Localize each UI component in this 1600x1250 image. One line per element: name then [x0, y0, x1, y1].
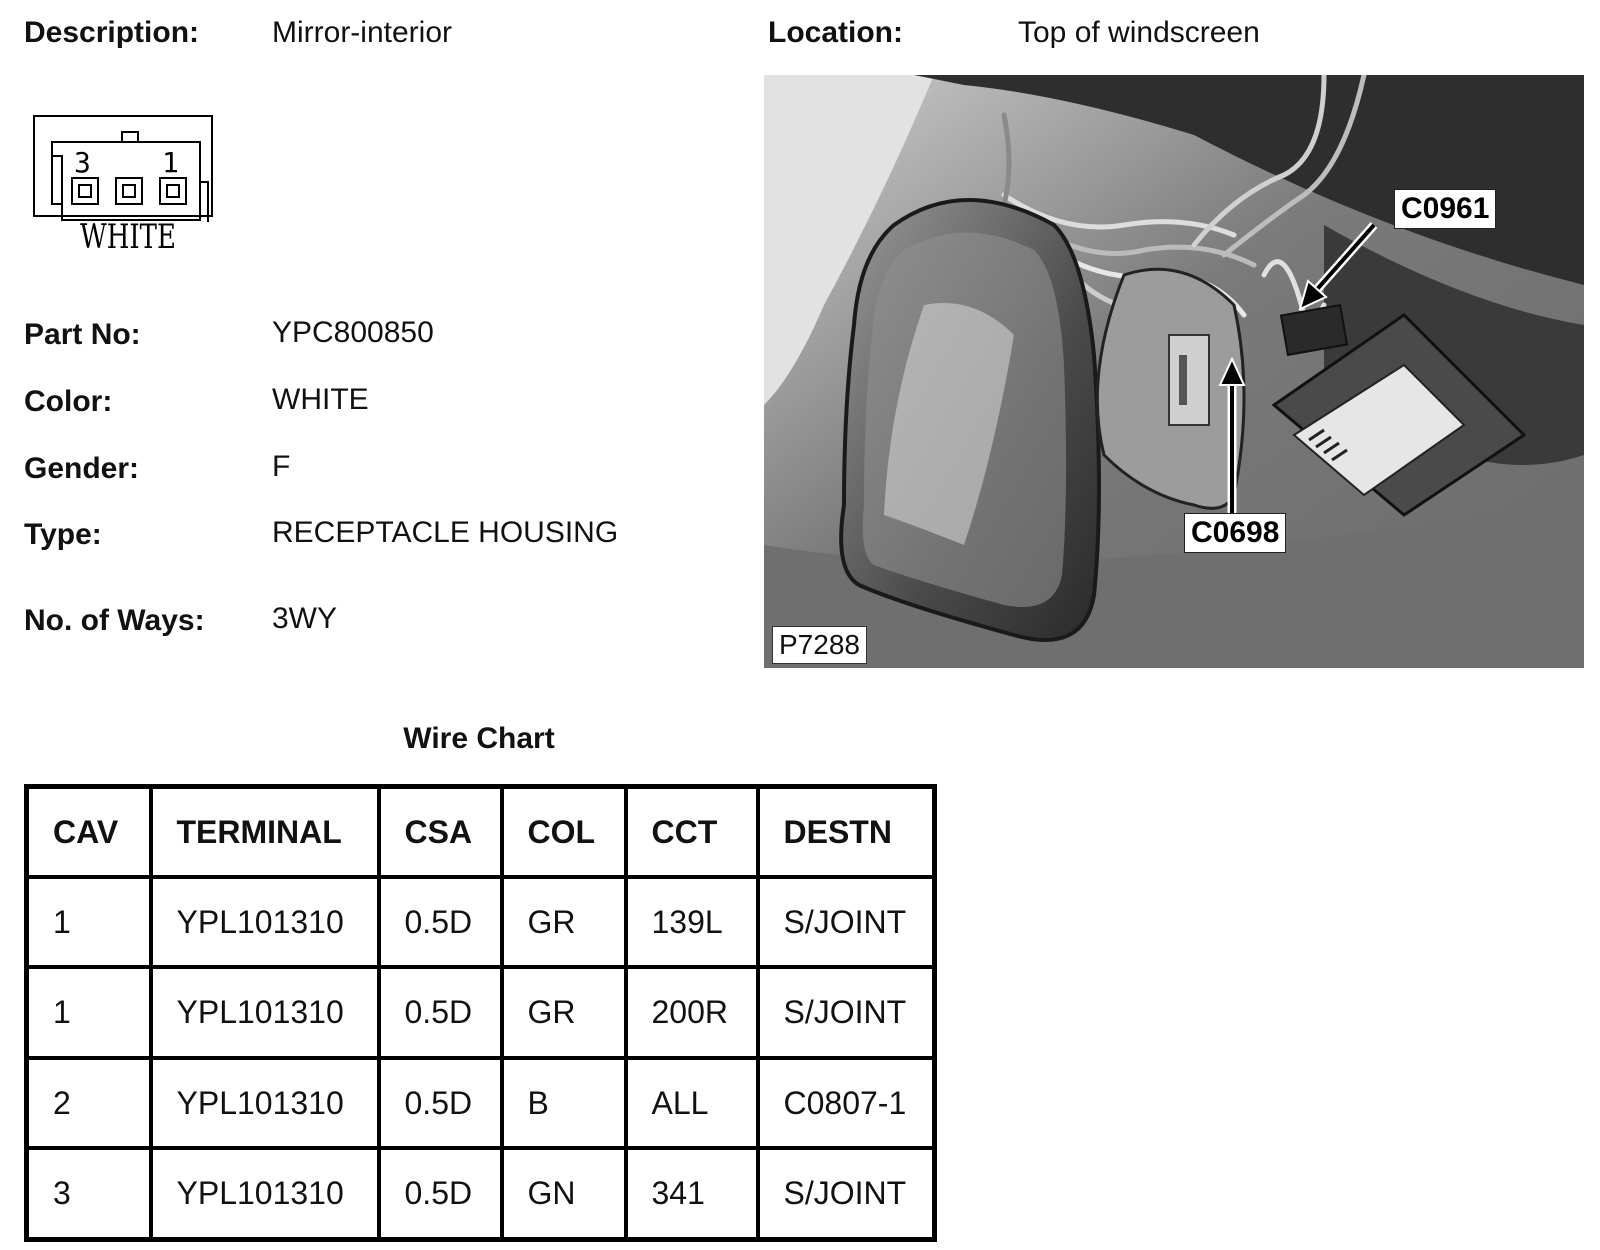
cell-csa: 0.5D [379, 1058, 502, 1148]
wire-chart-table [24, 784, 937, 1242]
callout-c0698: C0698 [1184, 513, 1286, 553]
pin-label-3: 3 [74, 146, 91, 179]
gender-label: Gender: [24, 452, 140, 485]
location-label: Location: [768, 16, 903, 49]
cavity-2 [116, 178, 142, 204]
cell-cav: 1 [27, 877, 151, 967]
header-cav: CAV [27, 787, 151, 878]
cell-csa: 0.5D [379, 1148, 502, 1239]
part-no-value: YPC800850 [272, 316, 434, 349]
cell-cav: 3 [27, 1148, 151, 1239]
table-row [27, 1058, 935, 1148]
header-destn: DESTN [758, 787, 935, 878]
cell-destn: C0807-1 [758, 1058, 935, 1148]
location-photo [764, 75, 1584, 668]
table-header-row [27, 787, 935, 878]
connector-color-text: WHITE [80, 217, 176, 252]
cell-cct: 200R [626, 967, 758, 1057]
table-row [27, 967, 935, 1057]
cell-destn: S/JOINT [758, 967, 935, 1057]
cell-col: GR [502, 877, 626, 967]
cell-cct: 341 [626, 1148, 758, 1239]
header-terminal: TERMINAL [151, 787, 379, 878]
cavity-3 [72, 178, 98, 204]
gender-value: F [272, 450, 291, 483]
ways-label: No. of Ways: [24, 604, 205, 637]
cell-destn: S/JOINT [758, 1148, 935, 1239]
ways-value: 3WY [272, 602, 338, 635]
cell-cav: 2 [27, 1058, 151, 1148]
cavity-1 [160, 178, 186, 204]
color-value: WHITE [272, 383, 369, 416]
connector-face-diagram [32, 112, 222, 252]
callout-c0961: C0961 [1394, 189, 1496, 229]
cell-cct: 139L [626, 877, 758, 967]
type-label: Type: [24, 518, 102, 551]
cell-terminal: YPL101310 [151, 967, 379, 1057]
color-label: Color: [24, 385, 113, 418]
header-cct: CCT [626, 787, 758, 878]
cell-terminal: YPL101310 [151, 877, 379, 967]
pin-label-1: 1 [162, 146, 179, 179]
location-value: Top of windscreen [1018, 16, 1260, 49]
cell-terminal: YPL101310 [151, 1058, 379, 1148]
header-csa: CSA [379, 787, 502, 878]
cell-col: GN [502, 1148, 626, 1239]
table-row [27, 877, 935, 967]
rear-view-mirror [841, 200, 1099, 640]
cell-terminal: YPL101310 [151, 1148, 379, 1239]
description-label: Description: [24, 16, 200, 49]
cell-csa: 0.5D [379, 877, 502, 967]
cell-destn: S/JOINT [758, 877, 935, 967]
table-row [27, 1148, 935, 1239]
photo-reference-id: P7288 [772, 626, 867, 664]
description-value: Mirror-interior [272, 16, 452, 49]
cell-col: GR [502, 967, 626, 1057]
type-value: RECEPTACLE HOUSING [272, 516, 619, 549]
wire-chart-title: Wire Chart [403, 722, 555, 755]
part-no-label: Part No: [24, 318, 141, 351]
cell-cav: 1 [27, 967, 151, 1057]
cell-cct: ALL [626, 1058, 758, 1148]
cell-csa: 0.5D [379, 967, 502, 1057]
header-col: COL [502, 787, 626, 878]
cell-col: B [502, 1058, 626, 1148]
